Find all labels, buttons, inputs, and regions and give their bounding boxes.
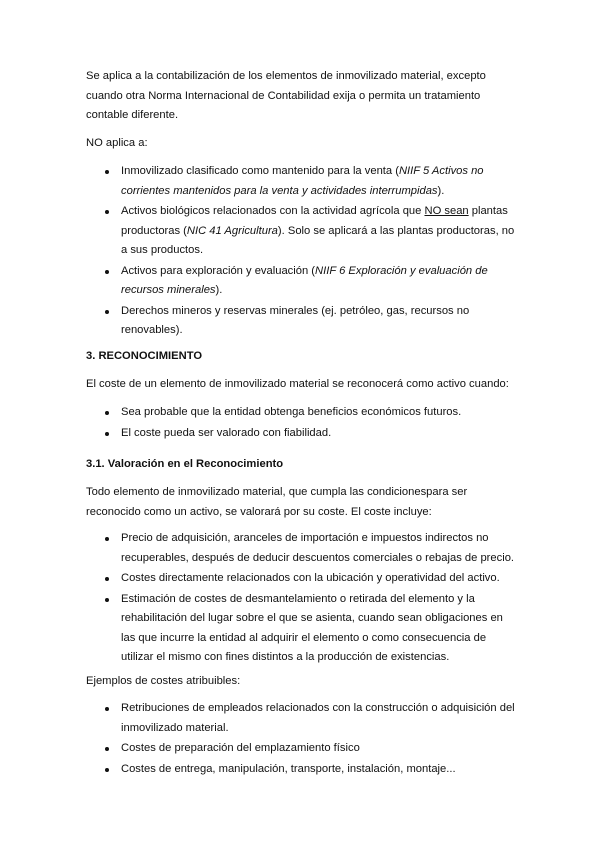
list-item: Inmovilizado clasificado como mantenido para la venta (NIIF 5 Activos no corrientes mantenidos para la venta y actividades interrumpidas). — [86, 162, 518, 201]
section-3-heading: 3. RECONOCIMIENTO — [86, 350, 203, 362]
list-item: Costes directamente relacionados con la ubicación y operatividad del activo. — [86, 569, 518, 589]
bullet-icon — [105, 577, 109, 581]
list-item: Costes de entrega, manipulación, transporte, instalación, montaje... — [86, 760, 518, 780]
bullet-icon — [105, 210, 109, 214]
bullet-icon — [105, 598, 109, 602]
list-item: Retribuciones de empleados relacionados con la construcción o adquisición del inmovilizado material. — [86, 699, 518, 738]
section-3-1-list — [86, 529, 518, 668]
list-item: El coste pueda ser valorado con fiabilidad. — [86, 424, 518, 444]
bullet-icon — [105, 432, 109, 436]
list-item: Derechos mineros y reservas minerales (ej. petróleo, gas, recursos no renovables). — [86, 302, 518, 341]
bullet-icon — [105, 270, 109, 274]
list-item: Estimación de costes de desmantelamiento o retirada del elemento y la rehabilitación del lugar sobre el que se asienta, cuando sean obligaciones en las que incurre la entidad al adquirir el elemento o como consecuencia de utilizar el mismo con fines distintos a la producción de existencias. — [86, 590, 518, 668]
bullet-icon — [105, 707, 109, 711]
section-3-intro: El coste de un elemento de inmovilizado material se reconocerá como activo cuando: — [86, 378, 509, 390]
bullet-icon — [105, 768, 109, 772]
section-3-1-intro: Todo elemento de inmovilizado material, que cumpla las condicionespara ser reconocido como un activo, se valorará por su coste. El coste incluye: — [86, 486, 468, 518]
list-item: Activos para exploración y evaluación (NIIF 6 Exploración y evaluación de recursos minerales). — [86, 262, 518, 301]
section-3-list — [86, 403, 518, 443]
list-item: Sea probable que la entidad obtenga beneficios económicos futuros. — [86, 403, 518, 423]
list-item: Costes de preparación del emplazamiento físico — [86, 739, 518, 759]
bullet-icon — [105, 537, 109, 541]
bullet-icon — [105, 170, 109, 174]
bullet-icon — [105, 411, 109, 415]
no-aplica-label: NO aplica a: — [86, 137, 148, 149]
list-item: Activos biológicos relacionados con la actividad agrícola que NO sean plantas productoras (NIC 41 Agricultura). Solo se aplicará a las plantas productoras, no a sus productos. — [86, 202, 518, 261]
bullet-icon — [105, 310, 109, 314]
no-aplica-list — [86, 162, 518, 341]
list-item: Precio de adquisición, aranceles de importación e impuestos indirectos no recuperables, después de deducir descuentos comerciales o rebajas de precio. — [86, 529, 518, 568]
intro-paragraph: Se aplica a la contabilización de los elementos de inmovilizado material, excepto cuando otra Norma Internacional de Contabilidad exija o permita un tratamiento contable diferente. — [86, 70, 486, 121]
bullet-icon — [105, 747, 109, 751]
ejemplos-list — [86, 699, 518, 779]
ejemplos-label: Ejemplos de costes atribuibles: — [86, 675, 241, 687]
section-3-1-heading: 3.1. Valoración en el Reconocimiento — [86, 458, 284, 470]
